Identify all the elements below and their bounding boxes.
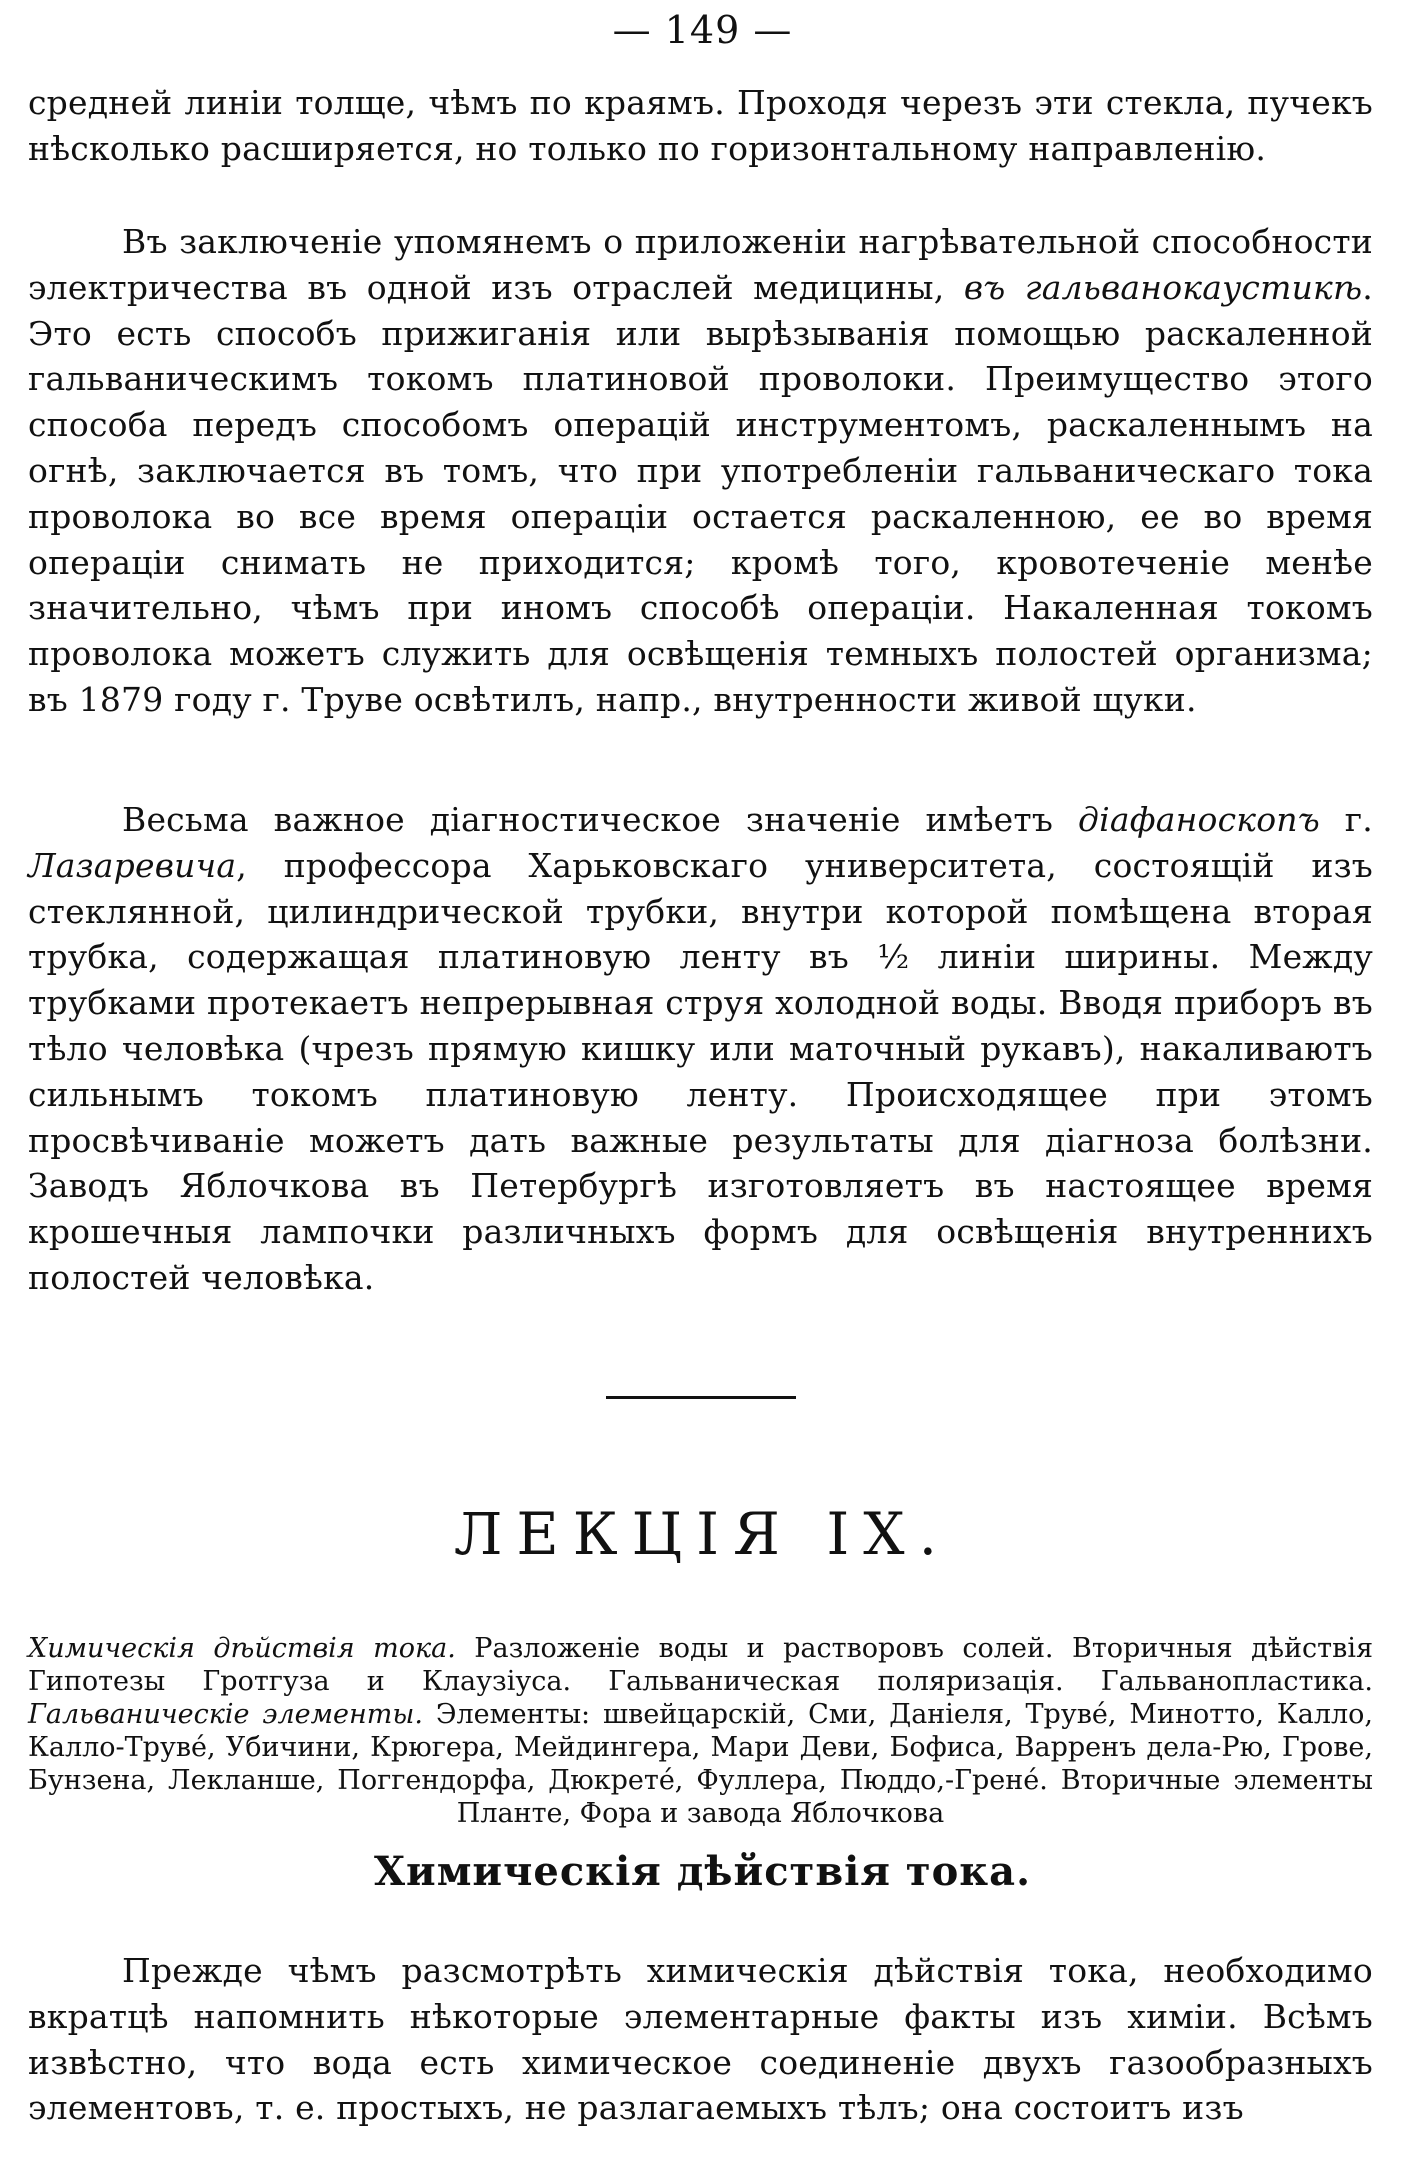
summary-text: Элементы: швейцарскій, Сми, Даніеля, Трувé, Минотто, Калло, Калло-Трувé, Убичини, Крюгера, Мейдингера, Мари Деви, Бофиса, Варренъ дела-Рю, Грове, Бунзена, Лекланше, Поггендорфа, Дюкретé, Фуллера, Пюддо,-Гренé. Вторичные элементы Планте, Фора и завода Яблочкова — [28, 1699, 1373, 1829]
italic-name: Лазаревича — [28, 845, 237, 885]
summary-text: Разложеніе воды и растворовъ солей. Вторичныя дѣйствія Гипотезы Гротгуза и Клаузіуса. Гальваническая поляризація. Гальванопластика. — [28, 1633, 1373, 1697]
lecture-summary — [28, 1632, 1373, 1830]
paragraph-diaphanoscope — [28, 797, 1373, 1301]
paragraph-text-part: . Это есть способъ прижиганія или вырѣзыванія помощью раскаленной гальваническимъ токомъ платиновой проволоки. Преимущество этого способа передъ способомъ операцій инструментомъ, раскаленнымъ на огнѣ, заключается въ томъ, что при употребленіи гальваническаго тока проволока во все время операціи остается раскаленною, ее во время операціи снимать не приходится; кромѣ того, кровотеченіе менѣе значительно, чѣмъ при иномъ способѣ операціи. Накаленная токомъ проволока можетъ служить для освѣщенія темныхъ полостей организма; въ 1879 году г. Труве освѣтилъ, напр., внутренности живой щуки. — [28, 267, 1373, 719]
section-heading: Химическія дѣйствія тока. — [373, 1848, 1031, 1895]
paragraph-text — [28, 797, 1373, 1301]
summary-lead: Химическія дѣйствія тока. — [28, 1633, 456, 1664]
paragraph-continuation — [28, 80, 1373, 172]
lecture-title: ЛЕКЦІЯ IX. — [453, 1500, 952, 1568]
paragraph-text: Прежде чѣмъ разсмотрѣть химическія дѣйствія тока, необходимо вкратцѣ напомнить нѣкоторые элементарные факты изъ химіи. Всѣмъ извѣстно, что вода есть химическое соединеніе двухъ газообразныхъ элементовъ, т. е. простыхъ, не разлагаемыхъ тѣлъ; она состоитъ изъ — [28, 1951, 1373, 2128]
paragraph-text-part: , профессора Харьковскаго университета, состоящій изъ стеклянной, цилиндрической трубки, внутри которой помѣщена вторая трубка, содержащая платиновую ленту въ ½ линіи ширины. Между трубками протекаетъ непрерывная струя холодной воды. Вводя приборъ въ тѣло человѣка (чрезъ прямую кишку или маточный рукавъ), накаливаютъ сильнымъ токомъ платиновую ленту. Происходящее при этомъ просвѣчиваніе можетъ дать важные результаты для діагноза болѣзни. Заводъ Яблочкова въ Петербургѣ изготовляетъ въ настоящее время крошечныя лампочки различныхъ формъ для освѣщенія внутреннихъ полостей человѣка. — [28, 845, 1373, 1297]
italic-term: діафаноскопъ — [1077, 800, 1320, 839]
paragraph-text-part: Весьма важное діагностическое значеніе имѣетъ — [122, 800, 1078, 839]
paragraph-text — [28, 219, 1373, 723]
paragraph-text: средней линіи толще, чѣмъ по краямъ. Проходя черезъ эти стекла, пучекъ нѣсколько расширяется, но только по горизонтальному направленію. — [28, 83, 1373, 168]
paragraph-chemistry — [28, 1948, 1373, 2131]
page-number: — 149 — — [612, 8, 793, 52]
paragraph-text-part: г. — [1319, 800, 1373, 839]
section-divider — [606, 1396, 796, 1399]
italic-term: въ гальванокаустикѣ — [963, 267, 1363, 307]
paragraph-galvanocautery — [28, 219, 1373, 723]
paragraph-text-part: Въ заключеніе упомянемъ о приложеніи нагрѣвательной способности электричества въ одной изъ отраслей медицины, — [28, 222, 1373, 307]
summary-lead: Гальваническіе элементы. — [28, 1699, 423, 1730]
